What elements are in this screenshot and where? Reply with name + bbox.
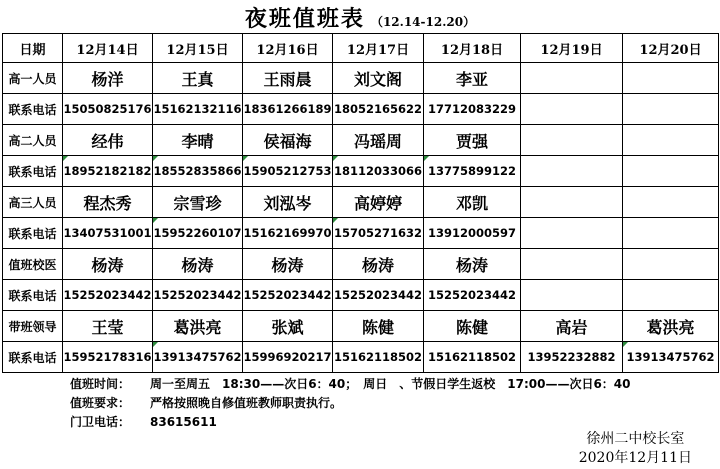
name-cell: 王雨晨 (243, 63, 333, 94)
staff-row (3, 249, 719, 280)
name-cell: 宗雪珍 (153, 187, 243, 218)
header-row (3, 34, 719, 63)
phone-cell: 15952178316 (63, 342, 153, 373)
title-text: 夜班值班表 (244, 6, 365, 32)
phone-cell: 15162132116 (153, 94, 243, 125)
name-cell: 刘泓岑 (243, 187, 333, 218)
row-label: 联系电话 (3, 156, 63, 187)
staff-row (3, 311, 719, 342)
phone-cell: 15162169970 (243, 218, 333, 249)
name-cell (623, 125, 719, 156)
name-cell: 杨涛 (424, 249, 521, 280)
note-value: 周一至周五 18:30——次日6：40； 周日 、节假日学生返校 17:00——次日6：40 (150, 377, 631, 391)
note-duty-time (70, 375, 631, 394)
phone-cell: 13775899122 (424, 156, 521, 187)
phone-cell: 15996920217 (243, 342, 333, 373)
name-cell: 杨涛 (243, 249, 333, 280)
phone-cell: 15162118502 (333, 342, 424, 373)
phone-cell (521, 94, 623, 125)
staff-row (3, 187, 719, 218)
name-cell: 侯福海 (243, 125, 333, 156)
phone-cell: 15705271632 (333, 218, 424, 249)
name-cell: 高婷婷 (333, 187, 424, 218)
name-cell: 王真 (153, 63, 243, 94)
name-cell (623, 249, 719, 280)
header-cell: 12月15日 (153, 34, 243, 63)
row-label: 联系电话 (3, 280, 63, 311)
phone-cell (623, 94, 719, 125)
phone-cell: 18552835866 (153, 156, 243, 187)
name-cell (623, 187, 719, 218)
page-title (0, 2, 720, 32)
phone-cell: 13407531001 (63, 218, 153, 249)
name-cell: 邓凯 (424, 187, 521, 218)
phone-cell: 15952260107 (153, 218, 243, 249)
phone-cell: 17712083229 (424, 94, 521, 125)
phone-cell: 15050825176 (63, 94, 153, 125)
note-guard-phone (70, 413, 631, 432)
row-label: 联系电话 (3, 218, 63, 249)
phone-cell: 13913475762 (153, 342, 243, 373)
header-cell: 12月14日 (63, 34, 153, 63)
name-cell: 葛洪亮 (623, 311, 719, 342)
note-label: 值班时间： (70, 377, 131, 391)
name-cell: 李晴 (153, 125, 243, 156)
note-value: 83615611 (150, 415, 217, 429)
name-cell (521, 63, 623, 94)
duty-table (2, 33, 719, 373)
date-range: （12.14-12.20） (370, 15, 476, 29)
name-cell: 程杰秀 (63, 187, 153, 218)
header-cell: 日期 (3, 34, 63, 63)
name-cell: 杨涛 (153, 249, 243, 280)
phone-cell: 15252023442 (153, 280, 243, 311)
phone-cell: 15252023442 (63, 280, 153, 311)
phone-cell: 15252023442 (424, 280, 521, 311)
staff-row (3, 125, 719, 156)
note-label: 值班要求： (70, 396, 131, 410)
phone-cell: 15905212753 (243, 156, 333, 187)
staff-row (3, 63, 719, 94)
header-cell: 12月19日 (521, 34, 623, 63)
row-label: 联系电话 (3, 342, 63, 373)
phone-cell: 18112033066 (333, 156, 424, 187)
name-cell (623, 63, 719, 94)
name-cell: 葛洪亮 (153, 311, 243, 342)
phone-cell: 18361266189 (243, 94, 333, 125)
name-cell: 杨涛 (63, 249, 153, 280)
phone-cell: 15162118502 (424, 342, 521, 373)
phone-cell (623, 156, 719, 187)
phone-row (3, 280, 719, 311)
row-label: 联系电话 (3, 94, 63, 125)
phone-cell: 13912000597 (424, 218, 521, 249)
name-cell: 王莹 (63, 311, 153, 342)
row-label: 高一人员 (3, 63, 63, 94)
issuing-office: 徐州二中校长室 (586, 431, 685, 447)
issue-date: 2020年12月11日 (578, 450, 692, 466)
header-cell: 12月20日 (623, 34, 719, 63)
name-cell: 杨涛 (333, 249, 424, 280)
phone-cell (623, 218, 719, 249)
name-cell: 高岩 (521, 311, 623, 342)
phone-cell: 15252023442 (333, 280, 424, 311)
note-label: 门卫电话： (70, 415, 131, 429)
header-cell: 12月18日 (424, 34, 521, 63)
name-cell: 经伟 (63, 125, 153, 156)
note-duty-requirement (70, 394, 631, 413)
row-label: 高三人员 (3, 187, 63, 218)
name-cell: 陈健 (424, 311, 521, 342)
phone-cell: 15252023442 (243, 280, 333, 311)
phone-cell (623, 280, 719, 311)
name-cell: 杨洋 (63, 63, 153, 94)
phone-row (3, 156, 719, 187)
name-cell: 贾强 (424, 125, 521, 156)
header-cell: 12月17日 (333, 34, 424, 63)
phone-row (3, 94, 719, 125)
phone-cell: 13952232882 (521, 342, 623, 373)
phone-row (3, 218, 719, 249)
row-label: 带班领导 (3, 311, 63, 342)
phone-cell: 18052165622 (333, 94, 424, 125)
phone-cell: 13913475762 (623, 342, 719, 373)
name-cell: 陈健 (333, 311, 424, 342)
name-cell: 刘文阁 (333, 63, 424, 94)
name-cell: 李亚 (424, 63, 521, 94)
name-cell: 张斌 (243, 311, 333, 342)
name-cell: 冯瑶周 (333, 125, 424, 156)
phone-cell: 18952182182 (63, 156, 153, 187)
name-cell (521, 187, 623, 218)
phone-cell (521, 280, 623, 311)
phone-cell (521, 218, 623, 249)
phone-cell (521, 156, 623, 187)
signature-block (579, 430, 692, 468)
row-label: 高二人员 (3, 125, 63, 156)
row-label: 值班校医 (3, 249, 63, 280)
notes (70, 375, 631, 432)
note-value: 严格按照晚自修值班教师职责执行。 (150, 396, 343, 410)
name-cell (521, 249, 623, 280)
phone-row (3, 342, 719, 373)
header-cell: 12月16日 (243, 34, 333, 63)
name-cell (521, 125, 623, 156)
